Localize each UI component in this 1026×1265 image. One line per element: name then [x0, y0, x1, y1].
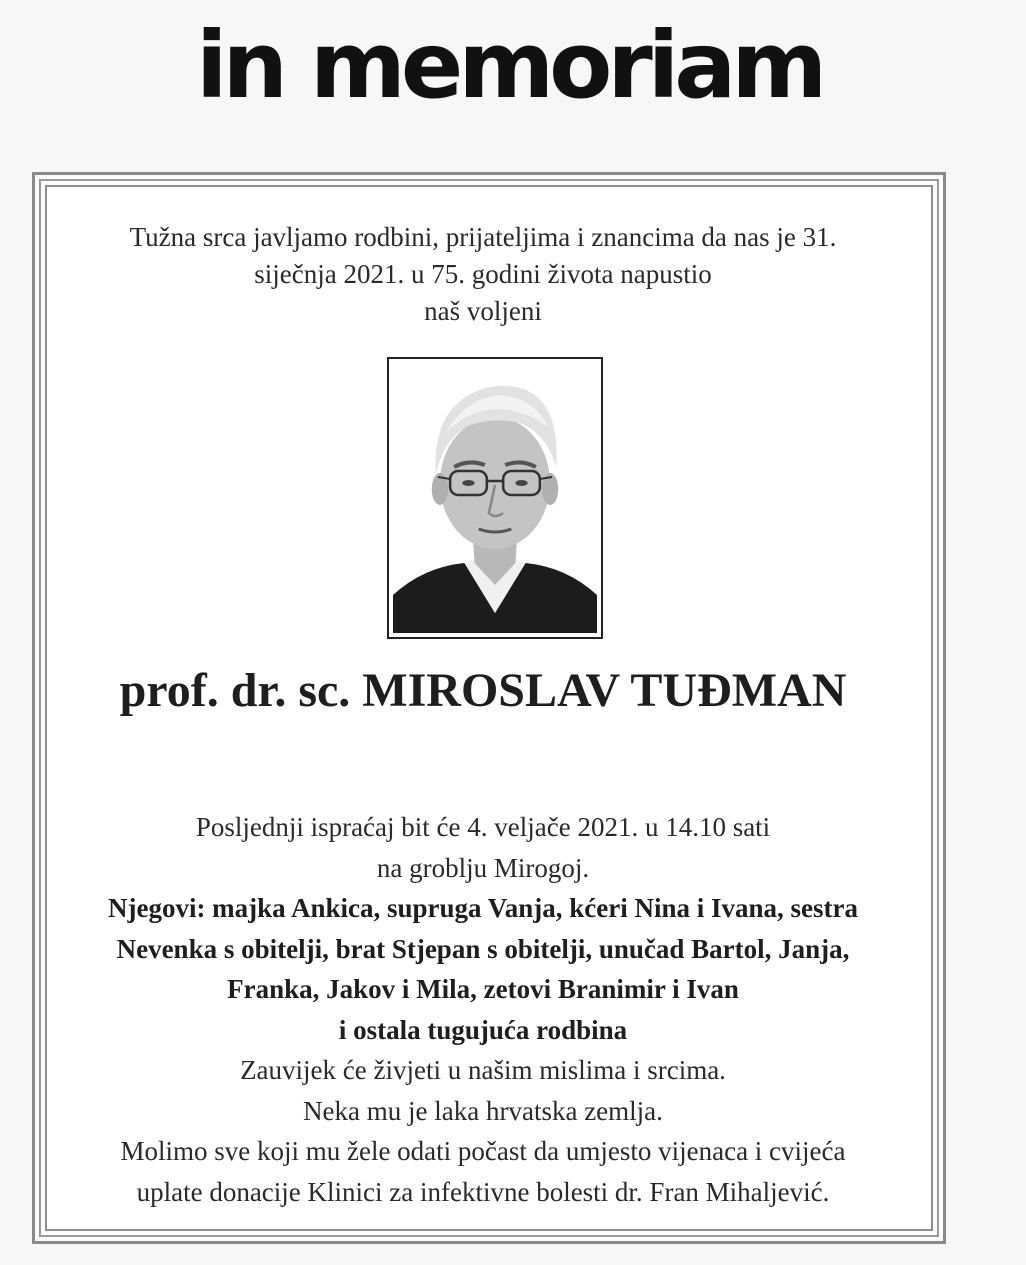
family-line: Nevenka s obitelji, brat Stjepan s obitelji, unučad Bartol, Janja,: [116, 933, 850, 964]
announcement-text: [103, 219, 863, 330]
funeral-line: na groblju Mirogoj.: [376, 852, 590, 883]
closing-line: Neka mu je laka hrvatska zemlja.: [303, 1095, 663, 1126]
announcement-line: naš voljeni: [424, 296, 542, 326]
family-line: Franka, Jakov i Mila, zetovi Branimir i Ivan: [227, 974, 739, 1004]
announcement-line: Tužna srca javljamo rodbini, prijateljima i znancima da nas je 31.: [129, 222, 837, 252]
family-line: Njegovi: majka Ankica, supruga Vanja, kćeri Nina i Ivana, sestra: [107, 893, 859, 923]
obituary-notice-frame: [32, 172, 946, 1244]
portrait-photo: [387, 357, 603, 639]
obituary-notice-panel: [45, 185, 933, 1231]
closing-line: Molimo sve koji mu žele odati počast da umjesto vijenaca i cvijeća: [120, 1136, 846, 1166]
closing-line: uplate donacije Klinici za infektivne bolesti dr. Fran Mihaljević.: [136, 1176, 830, 1207]
announcement-line: siječnja 2021. u 75. godini života napustio: [254, 259, 712, 289]
closing-line: Zauvijek će živjeti u našim mislima i srcima.: [240, 1055, 726, 1085]
family-line: i ostala tugujuća rodbina: [338, 1014, 628, 1045]
page-title: in memoriam: [196, 12, 823, 119]
deceased-name: prof. dr. sc. MIROSLAV TUĐMAN: [119, 664, 847, 717]
obituary-details: [67, 807, 899, 1212]
portrait-image: [393, 363, 597, 633]
funeral-line: Posljednji ispraćaj bit će 4. veljače 2021. u 14.10 sati: [195, 812, 771, 842]
